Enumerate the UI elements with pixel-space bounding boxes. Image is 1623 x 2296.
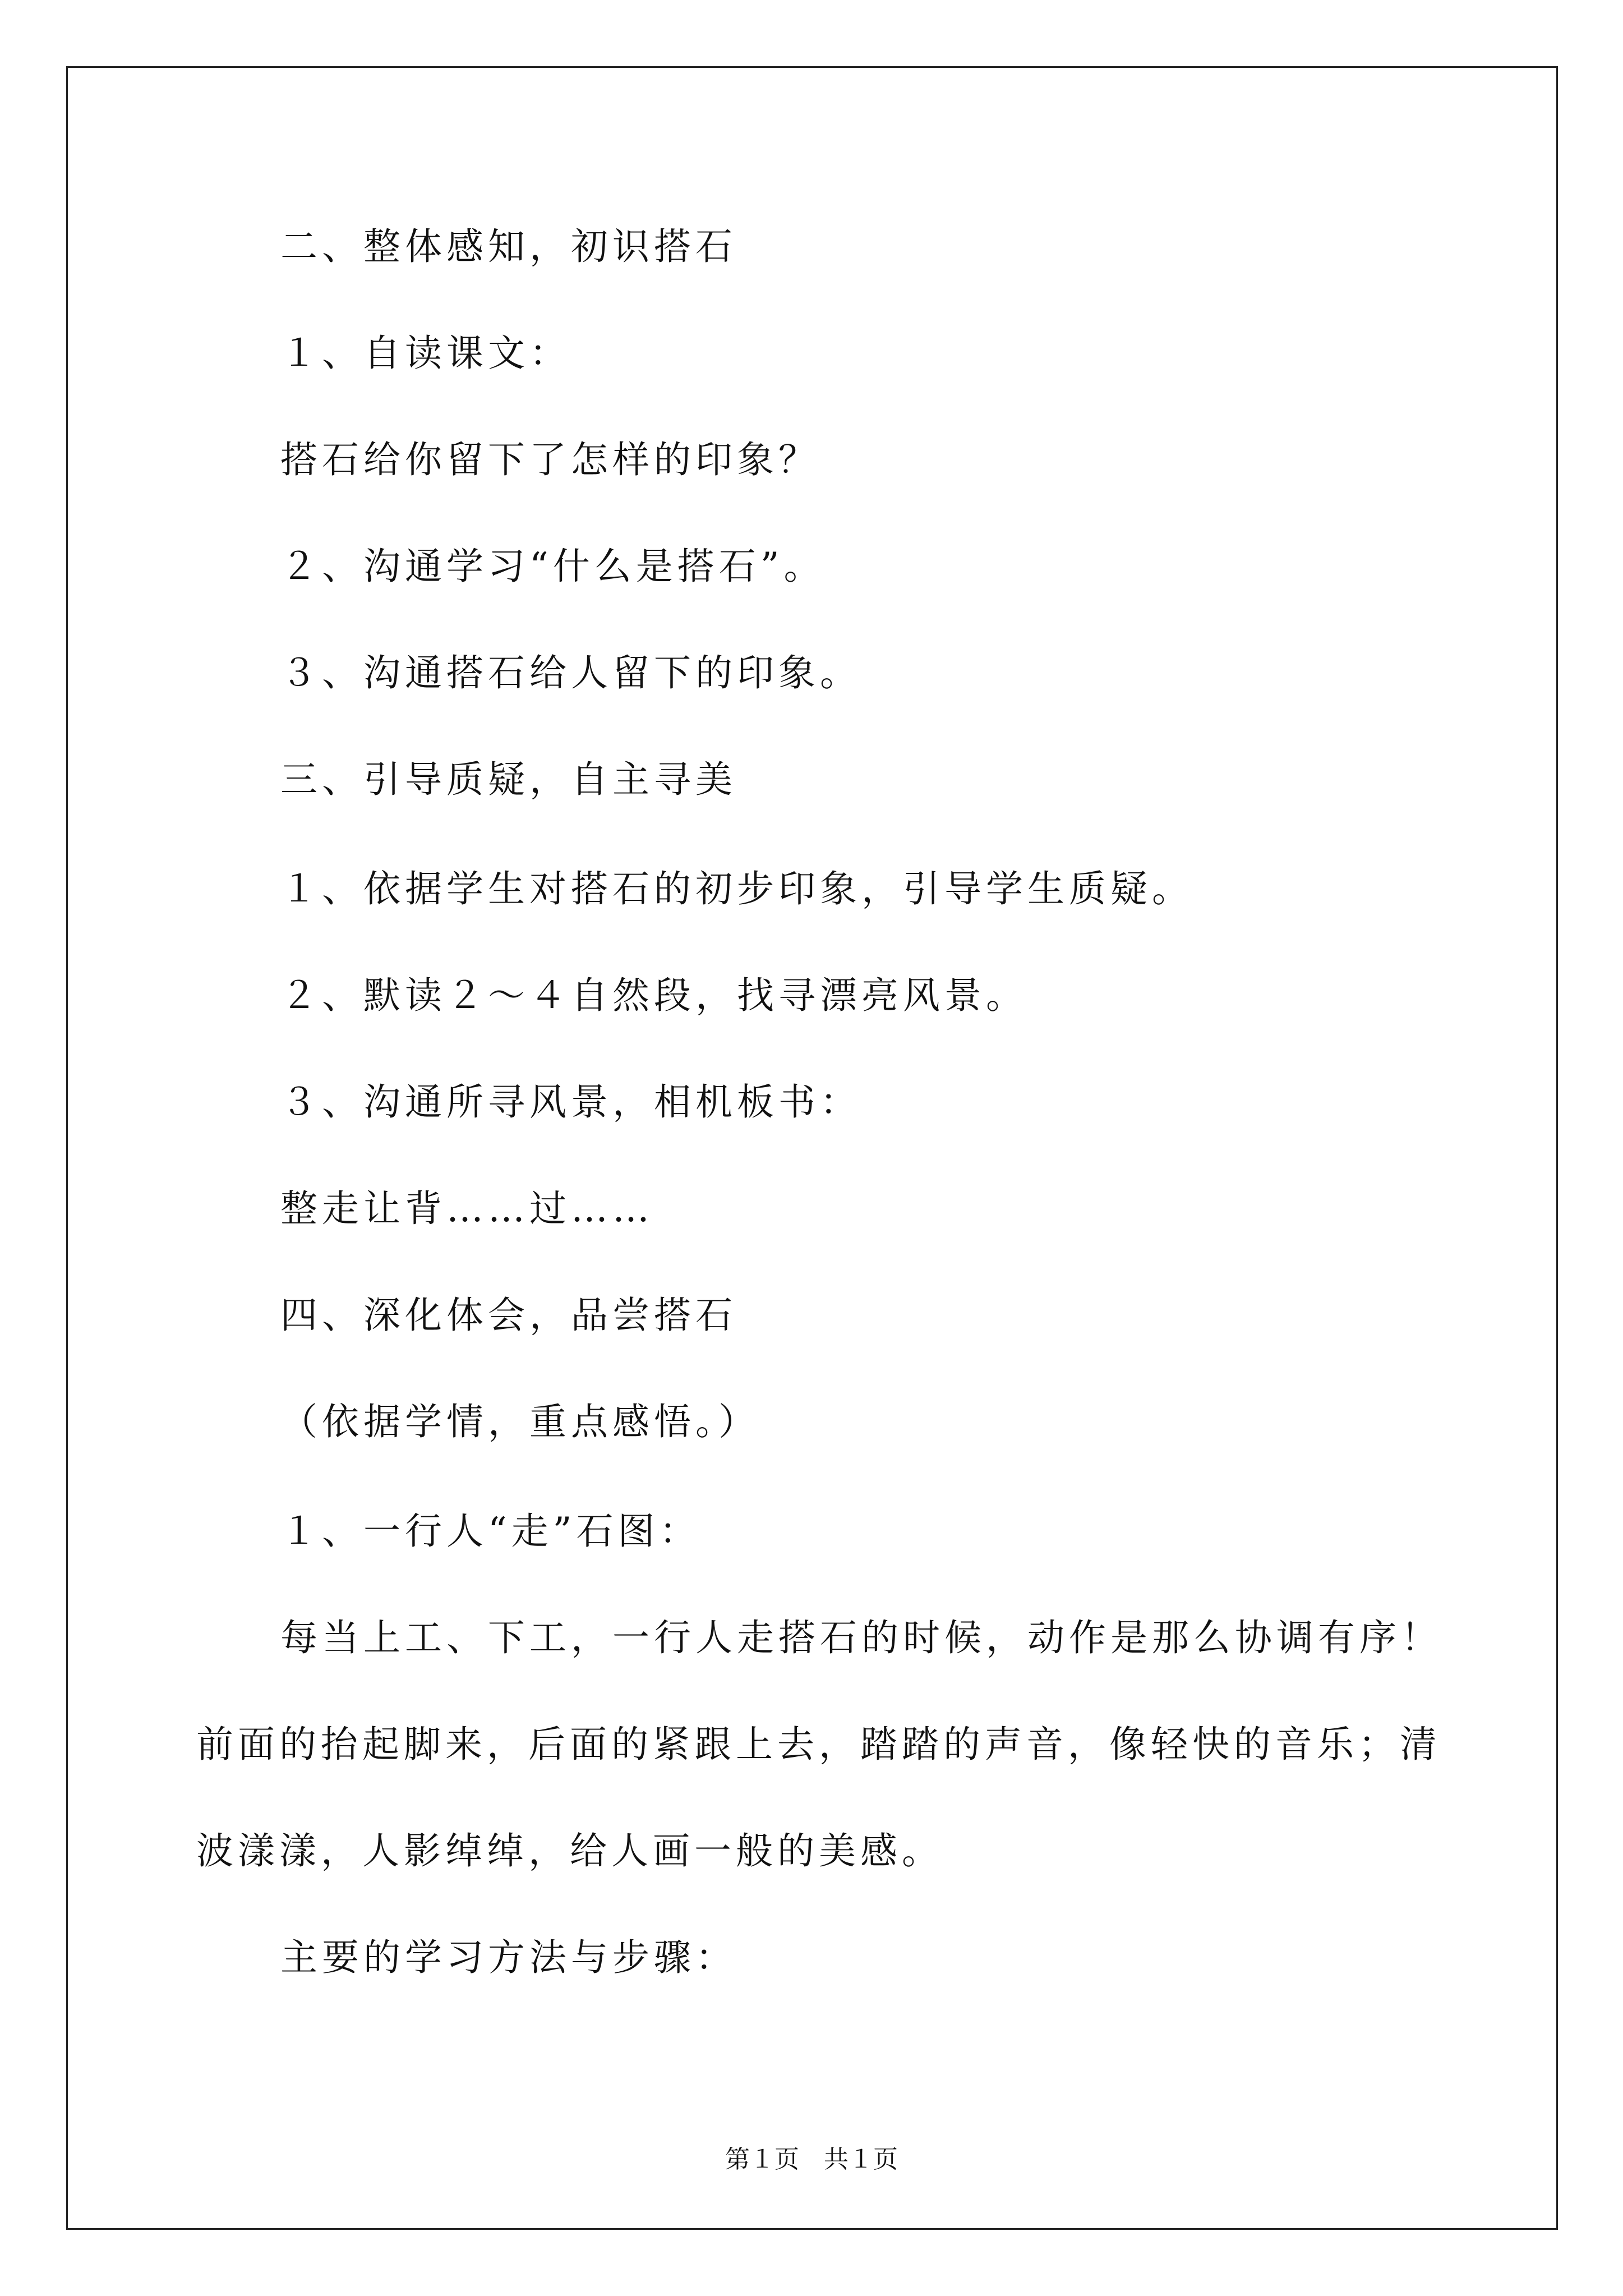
page-border	[66, 66, 1558, 2230]
step-silent-reading: ２、默读２～４自然段，找寻漂亮风景。	[280, 974, 1027, 1017]
section-heading-3: 三、引导质疑，自主寻美	[280, 758, 737, 801]
board-notes: 整走让背……过……	[280, 1187, 654, 1230]
paragraph-line-3: 波漾漾，人影绰绰，给人画一般的美感。	[196, 1829, 943, 1872]
question-impression: 搭石给你留下了怎样的印象？	[280, 438, 820, 481]
page-number-footer: 第１页 共１页	[725, 2145, 898, 2174]
paragraph-line-2: 前面的抬起脚来，后面的紧跟上去，踏踏的声音，像轻快的音乐；清	[196, 1723, 1441, 1766]
step-share-scenery: ３、沟通所寻风景，相机板书：	[280, 1080, 861, 1124]
step-share-impression: ３、沟通搭石给人留下的印象。	[280, 651, 861, 694]
paragraph-line-1: 每当上工、下工，一行人走搭石的时候，动作是那么协调有序！	[280, 1616, 1442, 1659]
step-what-is-dashi: ２、沟通学习“什么是搭石”。	[280, 545, 826, 588]
step-read-text: １、自读课文：	[280, 332, 571, 375]
section-heading-2: 二、整体感知，初识搭石	[280, 225, 737, 268]
step-walking-picture: １、一行人“走”石图：	[280, 1510, 701, 1553]
methods-heading: 主要的学习方法与步骤：	[280, 1936, 737, 1979]
step-guide-questions: １、依据学生对搭石的初步印象，引导学生质疑。	[280, 867, 1193, 910]
note-by-situation: （依据学情，重点感悟。）	[280, 1400, 760, 1443]
section-heading-4: 四、深化体会，品尝搭石	[280, 1294, 737, 1337]
